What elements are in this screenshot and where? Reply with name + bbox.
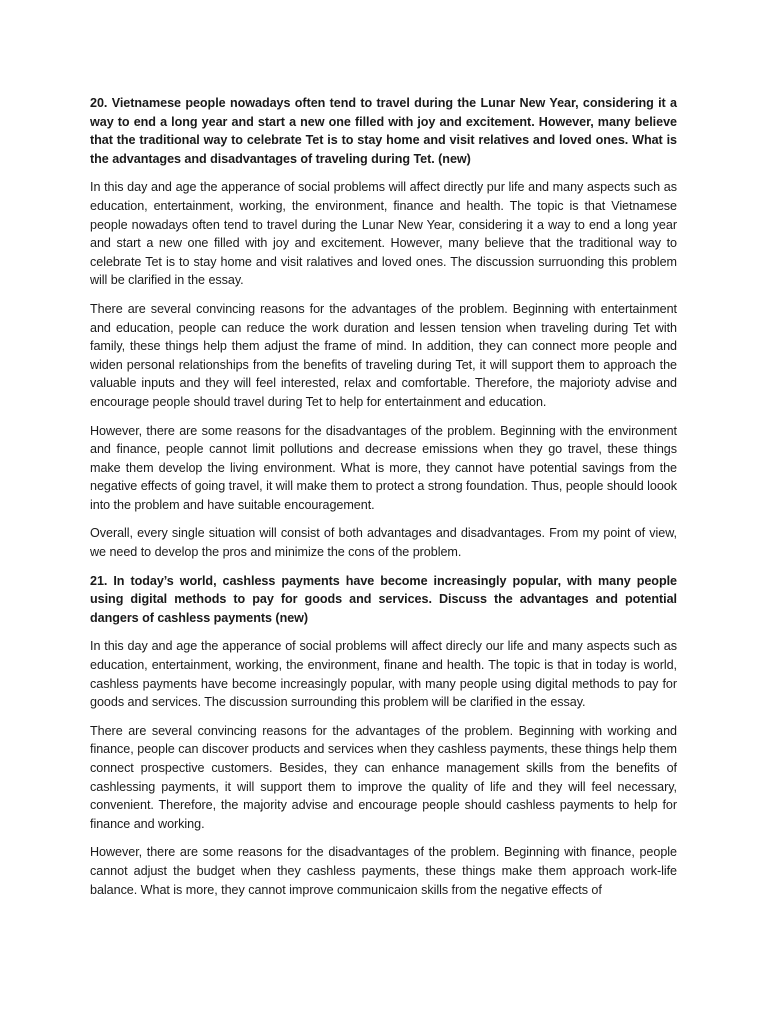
paragraph: There are several convincing reasons for the advantages of the problem. Beginning with working and finance, people can discover products and services when they cashless payments, these things help them connect prospective customers. Besides, they can enhance management skills from the benefits of cashlessing payments, it will support them to improve the quality of life and they will feel necessary, convenient. Therefore, the majority advise and encourage people should cashless payments to help for finance and working. bbox=[90, 723, 677, 831]
paragraph: In this day and age the apperance of social problems will affect directly pur life and many aspects such as education, entertainment, working, the environment, finance and health. The topic is that Vietnamese people nowadays often tend to travel during the Lunar New Year, considering it a way to end a long year and start a new one filled with joy and excitement. However, many believe that the traditional way to celebrate Tet is to stay home and visit ralatives and loved ones. The discussion surruonding this problem will be clarified in the essay. bbox=[90, 180, 677, 288]
paragraph: However, there are some reasons for the disadvantages of the problem. Beginning with the environment and finance, people cannot limit pollutions and decrease emissions when they go travel, these things make them develop the living environment. What is more, they cannot have potential savings from the negative effects of going travel, it will make them to protect a strong foundation. Thus, people should loook into the problem and have suitable encouragement. bbox=[90, 423, 677, 512]
paragraph: There are several convincing reasons for the advantages of the problem. Beginning with entertainment and education, people can reduce the work duration and lessen tension when traveling during Tet with family, these things help them adjust the frame of mind. In addition, they can connect more people and widen personal relationships from the benefits of traveling during Tet, it will support them to approach the valuable inputs and they will feel interested, relax and comfortable. Therefore, the majorioty advise and encourage people should travel during Tet to help for entertainment and education. bbox=[90, 301, 677, 409]
question-heading-21: 21. In today’s world, cashless payments have become increasingly popular, with many people using digital methods to pay for goods and services. Discuss the advantages and potential dangers of cashless payments (new) bbox=[90, 573, 677, 625]
paragraph: However, there are some reasons for the disadvantages of the problem. Beginning with finance, people cannot adjust the budget when they cashless payments, these things make them approach work-life balance. What is more, they cannot improve communicaion skills from the negative effects of bbox=[90, 845, 677, 897]
document-page bbox=[90, 94, 677, 909]
question-heading-20: 20. Vietnamese people nowadays often tend to travel during the Lunar New Year, considering it a way to end a long year and start a new one filled with joy and excitement. However, many believe that the traditional way to celebrate Tet is to stay home and visit relatives and loved ones. What is the advantages and disadvantages of traveling during Tet. (new) bbox=[90, 96, 677, 166]
paragraph: Overall, every single situation will consist of both advantages and disadvantages. From my point of view, we need to develop the pros and minimize the cons of the problem. bbox=[90, 526, 677, 560]
paragraph: In this day and age the apperance of social problems will affect direcly our life and many aspects such as education, entertainment, working, the environment, finane and health. The topic is that in today is world, cashless payments have become increasingly popular, with many people using digital methods to pay for goods and services. The discussion surrounding this problem will be clarified in the essay. bbox=[90, 639, 677, 710]
